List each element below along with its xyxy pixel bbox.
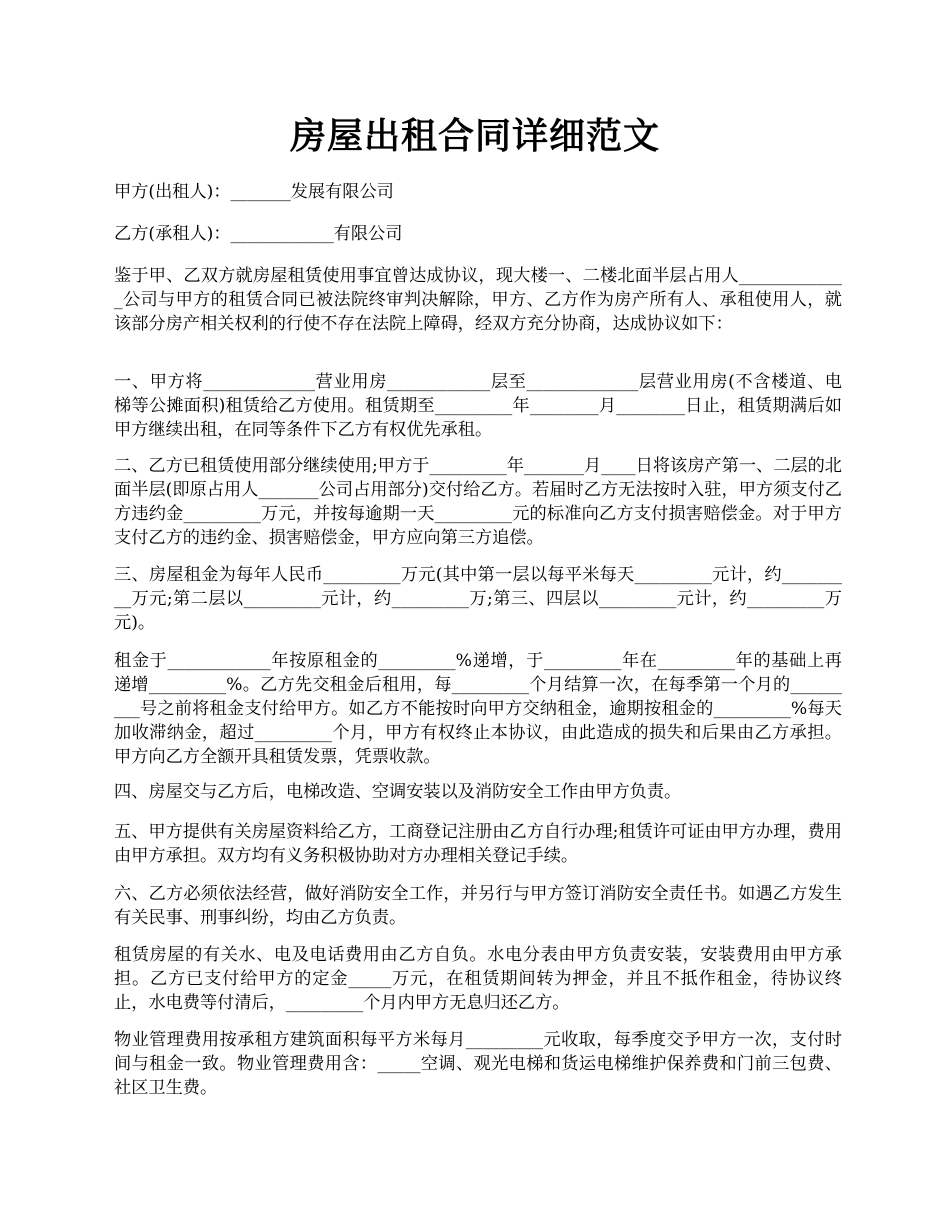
rent-increase-paragraph: 租金于____________年按原租金的_________%递增，于_________年在_________年的基础上再递增_________%。乙方先交租金后租用，每_________个月结算一次，在每季第一个月的_________号之前将租金支付给甲方。如乙方不能按时向甲方交纳租金，逾期按租金的_________%每天加收滞纳金，超过_________个月，甲方有权终止本协议，由此造成的损失和后果由乙方承担。甲方向乙方全额开具租赁发票，凭票收款。 [114, 651, 842, 767]
utilities-paragraph: 租赁房屋的有关水、电及电话费用由乙方自负。水电分表由甲方负责安装，安装费用由甲方承担。乙方已支付给甲方的定金_____万元，在租赁期间转为押金，并且不抵作租金，待协议终止，水电费等付清后，_________个月内甲方无息归还乙方。 [114, 945, 842, 1013]
clause-5-paragraph: 五、甲方提供有关房屋资料给乙方，工商登记注册由乙方自行办理;租赁许可证由甲方办理，费用由甲方承担。双方均有义务积极协助对方办理相关登记手续。 [114, 822, 842, 866]
party-b-line: 乙方(承租人)：____________有限公司 [114, 224, 403, 244]
party-a-line: 甲方(出租人)：_______发展有限公司 [114, 182, 394, 202]
clause-2-paragraph: 二、乙方已租赁使用部分继续使用;甲方于_________年_______月____日将该房产第一、二层的北面半层(即原占用人_______公司占用部分)交付给乙方。若届时乙方无法按时入驻，甲方须支付乙方违约金_________万元，并按每逾期一天_________元的标准向乙方支付损害赔偿金。对于甲方支付乙方的违约金、损害赔偿金，甲方应向第三方追偿。 [114, 456, 842, 548]
clause-6-paragraph: 六、乙方必须依法经营，做好消防安全工作，并另行与甲方签订消防安全责任书。如遇乙方发生有关民事、刑事纠纷，均由乙方负责。 [114, 884, 842, 928]
document-title: 房屋出租合同详细范文 [289, 115, 660, 157]
clause-3-paragraph: 三、房屋租金为每年人民币_________万元(其中第一层以每平米每天_________元计，约_________万元;第二层以_________元计，约_________万;第三、四层以_________元计，约_________万元)。 [114, 565, 842, 633]
preamble-paragraph: 鉴于甲、乙双方就房屋租赁使用事宜曾达成协议，现大楼一、二楼北面半层占用人_____________公司与甲方的租赁合同已被法院终审判决解除，甲方、乙方作为房产所有人、承租使用人，就该部分房产相关权利的行使不存在法院上障碍，经双方充分协商，达成协议如下： [114, 266, 842, 334]
clause-4-paragraph: 四、房屋交与乙方后，电梯改造、空调安装以及消防安全工作由甲方负责。 [114, 782, 682, 802]
clause-1-paragraph: 一、甲方将_____________营业用房____________层至_____________层营业用房(不含楼道、电梯等公摊面积)租赁给乙方使用。租赁期至_________年________月________日止，租赁期满后如甲方继续出租，在同等条件下乙方有权优先承租。 [114, 372, 842, 440]
property-fee-paragraph: 物业管理费用按承租方建筑面积每平方米每月_________元收取，每季度交予甲方一次，支付时间与租金一致。物业管理费用含：_____空调、观光电梯和货运电梯维护保养费和门前三包费、社区卫生费。 [114, 1030, 842, 1098]
